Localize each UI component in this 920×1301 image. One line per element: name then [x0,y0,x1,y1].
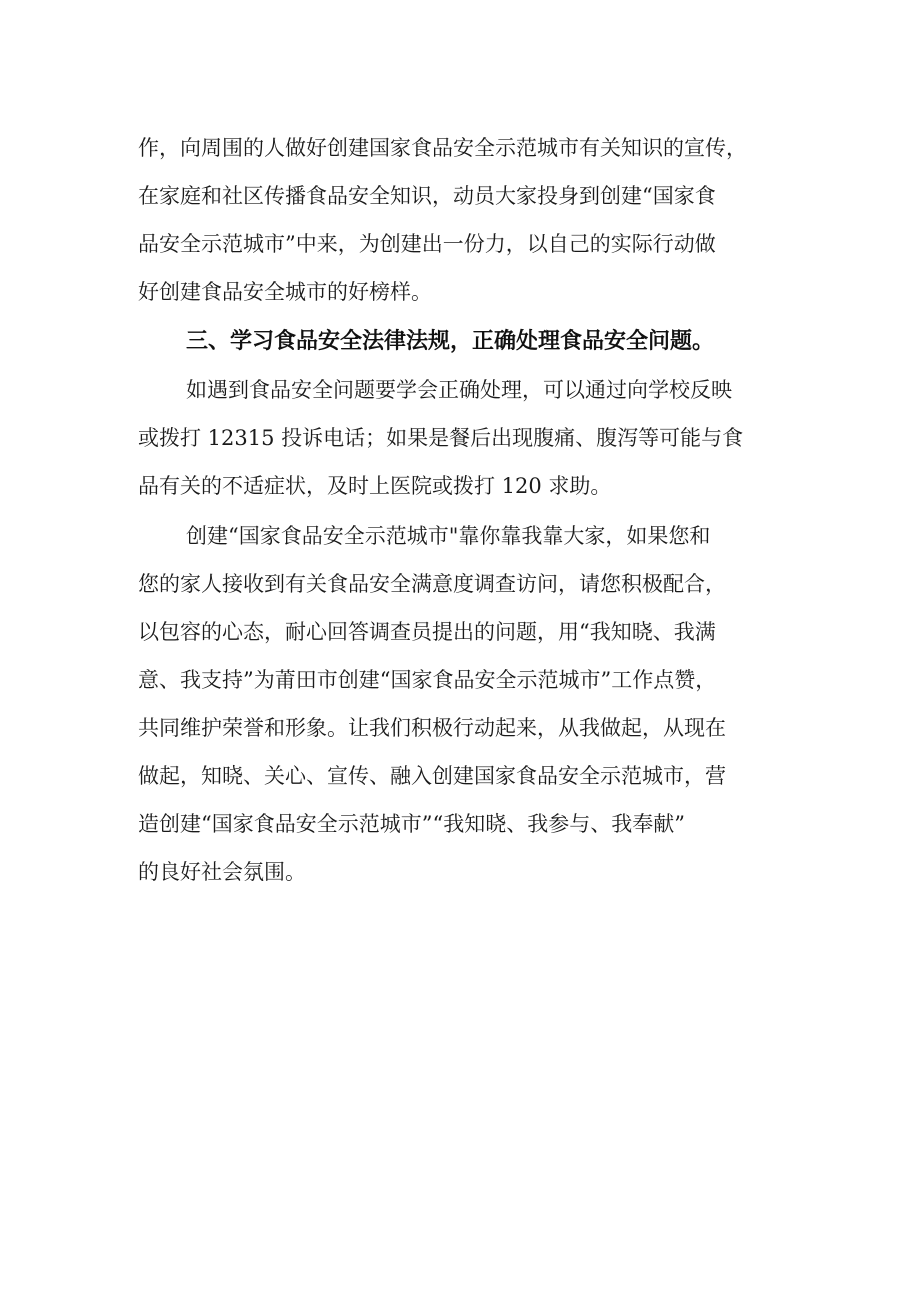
paragraph-line: 品有关的不适症状，及时上医院或拨打 120 求助。 [138,474,612,498]
paragraph-line: 如遇到食品安全问题要学会正确处理，可以通过向学校反映 [186,378,732,402]
paragraph-line: 造创建“国家食品安全示范城市”“我知晓、我参与、我奉献” [138,812,685,836]
paragraph-line: 好创建食品安全城市的好榜样。 [138,280,432,304]
paragraph-line: 或拨打 12315 投诉电话；如果是餐后出现腹痛、腹泻等可能与食 [138,426,744,450]
paragraph-line: 共同维护荣誉和形象。让我们积极行动起来，从我做起，从现在 [138,716,726,740]
paragraph-line: 创建“国家食品安全示范城市"靠你靠我靠大家，如果您和 [186,524,711,548]
paragraph-line: 的良好社会氛围。 [138,860,306,884]
paragraph-line: 您的家人接收到有关食品安全满意度调查访问，请您积极配合， [138,572,726,596]
paragraph-line: 在家庭和社区传播食品安全知识，动员大家投身到创建“国家食 [138,184,716,208]
paragraph-line: 做起，知晓、关心、宣传、融入创建国家食品安全示范城市，营 [138,764,726,788]
paragraph-line: 作，向周围的人做好创建国家食品安全示范城市有关知识的宣传， [138,136,747,160]
paragraph-line: 品安全示范城市”中来，为创建出一份力，以自己的实际行动做 [138,232,716,256]
section-heading: 三、学习食品安全法律法规，正确处理食品安全问题。 [186,329,715,354]
paragraph-line: 以包容的心态，耐心回答调查员提出的问题，用“我知晓、我满 [138,620,716,644]
paragraph-line: 意、我支持”为莆田市创建“国家食品安全示范城市”工作点赞， [138,668,717,692]
